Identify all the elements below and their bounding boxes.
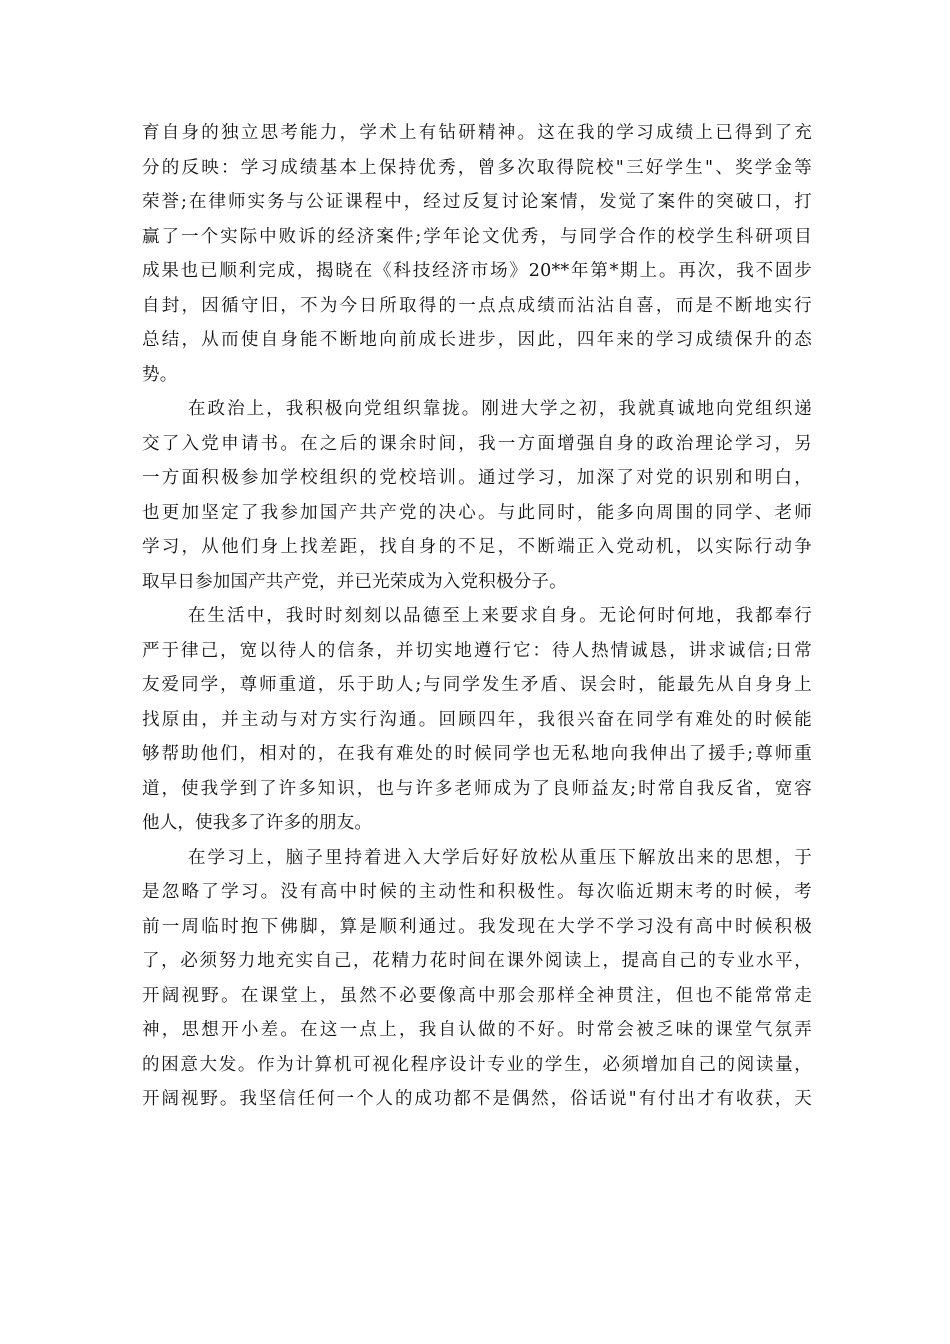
- text-line: 赢了一个实际中败诉的经济案件;学年论文优秀，与同学合作的校学生科研项目: [142, 226, 812, 247]
- text-line: 够帮助他们，相对的，在我有难处的时候同学也无私地向我伸出了援手;尊师重: [142, 744, 812, 764]
- text-line: 分的反映：学习成绩基本上保持优秀，曾多次取得院校"三好学生"、奖学金等: [142, 157, 812, 178]
- text-line: 取早日参加国产共产党，并已光荣成为入党积极分子。: [142, 571, 567, 592]
- text-line: 是忽略了学习。没有高中时候的主动性和积极性。每次临近期末考的时候，考: [142, 882, 812, 902]
- document-body-text: [142, 116, 812, 1117]
- paragraph-first-line: 在生活中，我时时刻刻以品德至上来要求自身。无论何时何地，我都奉行: [188, 606, 812, 626]
- text-line: 他人，使我多了许多的朋友。: [142, 813, 373, 833]
- paragraph-first-line: 在学习上，脑子里持着进入大学后好好放松从重压下解放出来的思想，于: [188, 847, 812, 868]
- text-line: 也更加坚定了我参加国产共产党的决心。与此同时，能多向周围的同学、老师: [142, 502, 812, 523]
- text-line: 了，必须努力地充实自己，花精力花时间在课外阅读上，提高自己的专业水平，: [142, 951, 812, 971]
- text-line: 学习，从他们身上找差距，找自身的不足，不断端正入党动机，以实际行动争: [142, 537, 812, 557]
- text-line: 神，思想开小差。在这一点上，我自认做的不好。时常会被乏味的课堂气氛弄: [142, 1020, 812, 1040]
- text-line: 一方面积极参加学校组织的党校培训。通过学习，加深了对党的识别和明白，: [142, 468, 812, 488]
- text-line: 找原由，并主动与对方实行沟通。回顾四年，我很兴奋在同学有难处的时候能: [142, 709, 812, 730]
- text-line: 自封，因循守旧，不为今日所取得的一点点成绩而沾沾自喜，而是不断地实行: [142, 295, 812, 316]
- text-line: 势。: [142, 364, 178, 385]
- text-line: 开阔视野。在课堂上，虽然不必要像高中那会那样全神贯注，但也不能常常走: [142, 985, 812, 1006]
- text-line: 严于律己，宽以待人的信条，并切实地遵行它：待人热情诚恳，讲求诚信;日常: [142, 640, 812, 661]
- text-line: 荣誉;在律师实务与公证课程中，经过反复讨论案情，发觉了案件的突破口，打: [142, 192, 812, 212]
- text-line: 育自身的独立思考能力，学术上有钻研精神。这在我的学习成绩上已得到了充: [142, 123, 812, 143]
- text-line: 的困意大发。作为计算机可视化程序设计专业的学生，必须增加自己的阅读量，: [142, 1054, 812, 1075]
- text-line: 总结，从而使自身能不断地向前成长进步，因此，四年来的学习成绩保升的态: [142, 330, 812, 350]
- text-line: 道，使我学到了许多知识，也与许多老师成为了良师益友;时常自我反省，宽容: [142, 778, 812, 799]
- text-line: 开阔视野。我坚信任何一个人的成功都不是偶然，俗话说"有付出才有收获，天: [142, 1089, 812, 1109]
- paragraph-first-line: 在政治上，我积极向党组织靠拢。刚进大学之初，我就真诚地向党组织递: [188, 399, 812, 419]
- text-line: 交了入党申请书。在之后的课余时间，我一方面增强自身的政治理论学习，另: [142, 433, 812, 454]
- text-line: 友爱同学，尊师重道，乐于助人;与同学发生矛盾、误会时，能最先从自身身上: [142, 675, 812, 695]
- text-line: 成果也已顺利完成，揭晓在《科技经济市场》20**年第*期上。再次，我不固步: [142, 261, 812, 281]
- text-line: 前一周临时抱下佛脚，算是顺利通过。我发现在大学不学习没有高中时候积极: [142, 916, 812, 937]
